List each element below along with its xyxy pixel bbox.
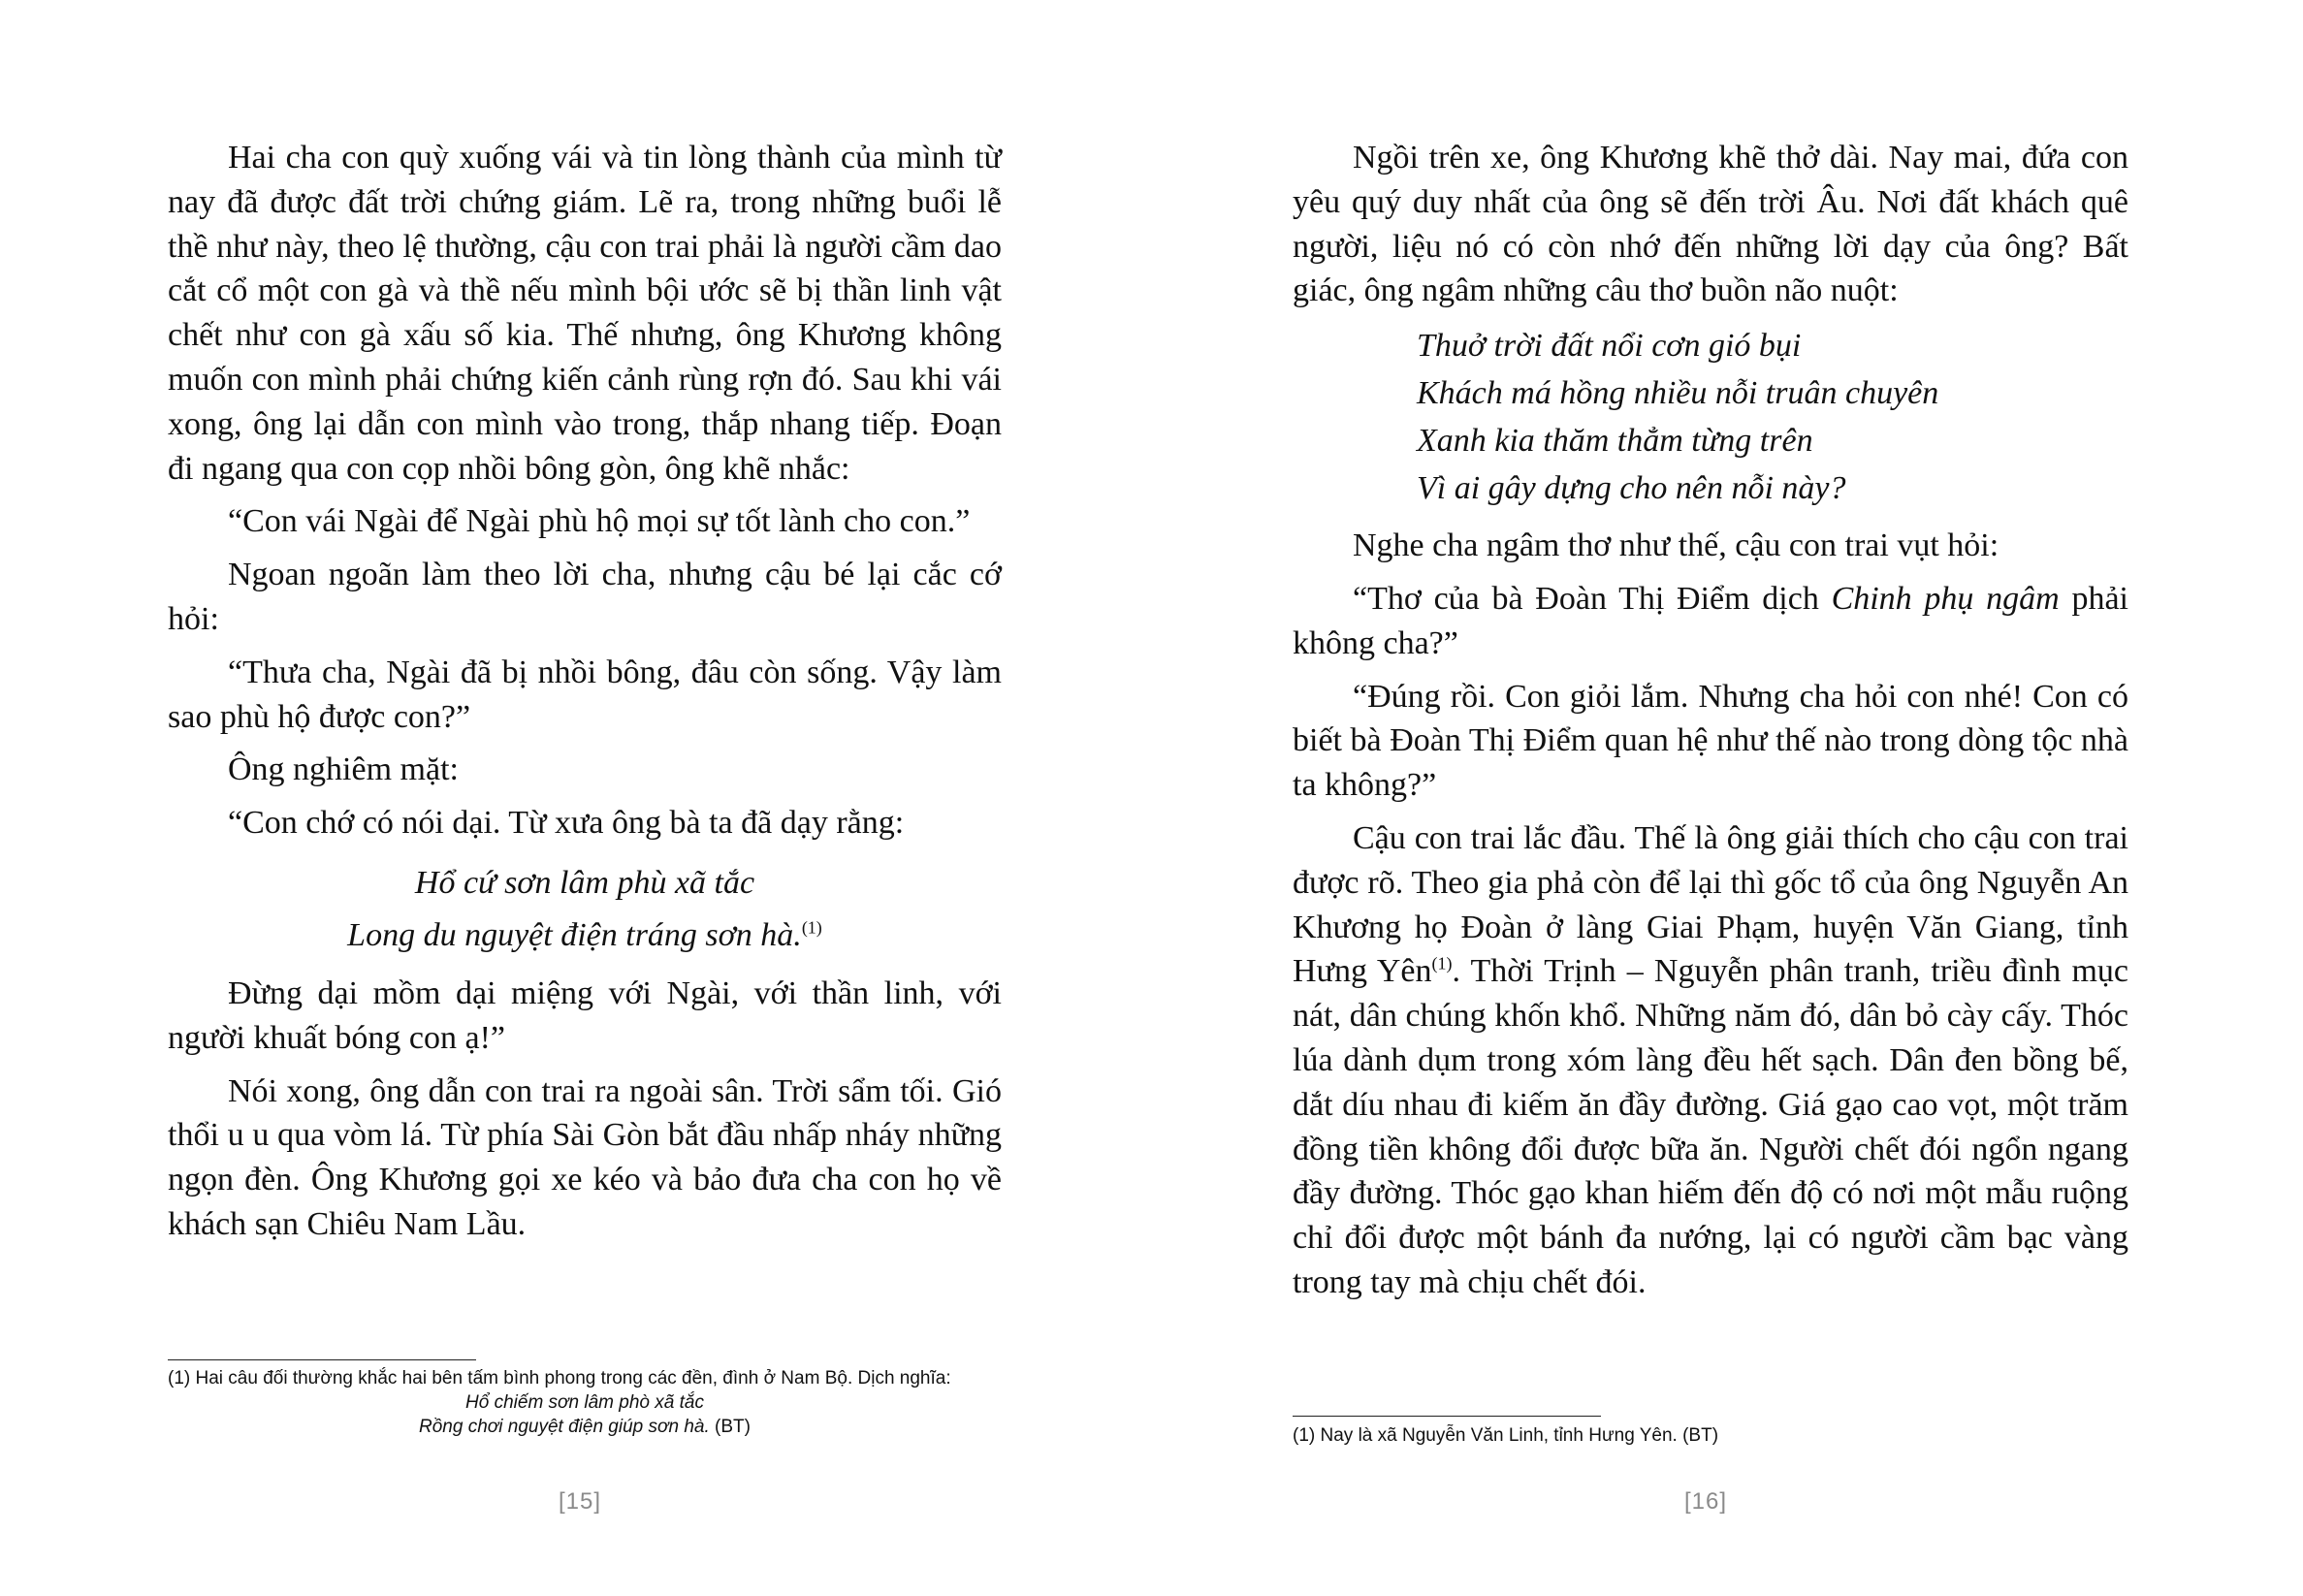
left-paragraph-8: Nói xong, ông dẫn con trai ra ngoài sân. Trời sẩm tối. Gió thổi u u qua vòm lá. Từ phía Sài Gòn bắt đầu nhấp nháy những ngọn đèn. Ông Khương gọi xe kéo và bảo đưa cha con họ về khách sạn Chiêu Nam Lầu. — [168, 1072, 1002, 1242]
left-footnote-line-3 — [168, 1415, 1002, 1439]
verse-line-1: Hổ cứ sơn lâm phù xã tắc — [414, 864, 755, 901]
right-paragraph-4: “Đúng rồi. Con giỏi lắm. Nhưng cha hỏi con nhé! Con có biết bà Đoàn Thị Điểm quan hệ như thế nào trong dòng tộc nhà ta không?” — [1293, 678, 2128, 804]
right-paragraph-3-after: phải không cha?” — [1293, 580, 2128, 661]
footnote-reference: (1) — [801, 917, 822, 938]
left-footnote-line-2: Hổ chiếm sơn lâm phò xã tắc — [465, 1392, 704, 1413]
poem-line-4: Vì ai gây dựng cho nên nỗi này? — [1417, 470, 1846, 507]
right-body-text — [1293, 136, 2128, 1314]
right-paragraph-5-before: Cậu con trai lắc đầu. Thế là ông giải thích cho cậu con trai được rõ. Theo gia phả còn để lại thì gốc tổ của ông Nguyễn An Khương họ Đoàn ở làng Giai Phạm, huyện Văn Giang, tỉnh Hưng Yên — [1293, 819, 2128, 990]
poem-line-2: Khách má hồng nhiều nỗi truân chuyên — [1417, 375, 1939, 412]
book-title: Chinh phụ ngâm — [1831, 580, 2060, 617]
right-page — [1293, 0, 2128, 1596]
right-poem — [1293, 322, 2128, 512]
verse-line-2-text: Long du nguyệt điện tráng sơn hà. — [347, 916, 802, 953]
footnote-reference: (1) — [1431, 954, 1453, 974]
right-footnote-rule — [1293, 1416, 1601, 1417]
right-footnote-line: (1) Nay là xã Nguyễn Văn Linh, tỉnh Hưng Yên. (BT) — [1293, 1425, 1719, 1446]
left-paragraph-5: Ông nghiêm mặt: — [228, 751, 459, 788]
left-verse — [168, 857, 1002, 962]
page-number-left: [15] — [559, 1488, 602, 1515]
left-paragraph-3: Ngoan ngoãn làm theo lời cha, nhưng cậu bé lại cắc cớ hỏi: — [168, 557, 1002, 637]
left-page — [168, 0, 1002, 1596]
left-paragraph-2: “Con vái Ngài để Ngài phù hộ mọi sự tốt lành cho con.” — [228, 503, 971, 540]
right-footnote — [1293, 1423, 2128, 1448]
poem-line-1: Thuở trời đất nổi cơn gió bụi — [1417, 328, 1802, 365]
right-paragraph-1: Ngồi trên xe, ông Khương khẽ thở dài. Nay mai, đứa con yêu quý duy nhất của ông sẽ đến trời Âu. Nơi đất khách quê người, liệu nó có còn nhớ đến những lời dạy của ông? Bất giác, ông ngâm những câu thơ buồn não nuột: — [1293, 140, 2128, 309]
left-paragraph-1: Hai cha con quỳ xuống vái và tin lòng thành của mình từ nay đã được đất trời chứng giám. Lẽ ra, trong những buổi lễ thề như này, theo lệ thường, cậu con trai phải là người cầm dao cắt cổ một con gà và thề nếu mình bội ước sẽ bị thần linh vật chết như con gà xấu số kia. Thế nhưng, ông Khương không muốn con mình phải chứng kiến cảnh rùng rợn đó. Sau khi vái xong, ông lại dẫn con mình vào trong, thắp nhang tiếp. Đoạn đi ngang qua con cọp nhồi bông gòn, ông khẽ nhắc: — [168, 140, 1002, 487]
right-paragraph-5 — [1293, 816, 2128, 1305]
verse-line-2 — [168, 910, 1002, 962]
left-paragraph-6: “Con chớ có nói dại. Từ xưa ông bà ta đã dạy rằng: — [228, 805, 905, 842]
left-paragraph-7: Đừng dại mồm dại miệng với Ngài, với thần linh, với người khuất bóng con ạ!” — [168, 974, 1002, 1056]
page-number-right: [16] — [1684, 1488, 1728, 1515]
left-paragraph-4: “Thưa cha, Ngài đã bị nhồi bông, đâu còn sống. Vậy làm sao phù hộ được con?” — [168, 654, 1002, 735]
left-footnote-line-1: (1) Hai câu đối thường khắc hai bên tấm bình phong trong các đền, đình ở Nam Bộ. Dịch nghĩa: — [168, 1368, 951, 1389]
right-paragraph-2: Nghe cha ngâm thơ như thế, cậu con trai vụt hỏi: — [1353, 527, 1999, 564]
right-paragraph-3 — [1293, 577, 2128, 666]
left-footnote-line-3-text: Rồng chơi nguyệt điện giúp sơn hà. — [419, 1417, 710, 1437]
right-paragraph-3-before: “Thơ của bà Đoàn Thị Điểm dịch — [1353, 580, 1832, 617]
left-footnote-rule — [168, 1359, 476, 1360]
left-footnote — [168, 1366, 1002, 1439]
left-footnote-tag: (BT) — [715, 1417, 751, 1437]
right-paragraph-5-after: . Thời Trịnh – Nguyễn phân tranh, triều đình mục nát, dân chúng khốn khổ. Những năm đó, dân bỏ cày cấy. Thóc lúa dành dụm trong xóm làng đều hết sạch. Dân đen bồng bế, dắt díu nhau đi kiếm ăn đầy đường. Giá gạo cao vọt, một trăm đồng tiền không đổi được bữa ăn. Người chết đói ngổn ngang đầy đường. Thóc gạo khan hiếm đến độ có nơi một mẫu ruộng chỉ đổi được một bánh đa nướng, lại có người cầm bạc vàng trong tay mà chịu chết đói. — [1293, 953, 2128, 1300]
left-body-text — [168, 136, 1002, 1256]
poem-line-3: Xanh kia thăm thẳm từng trên — [1417, 423, 1813, 460]
